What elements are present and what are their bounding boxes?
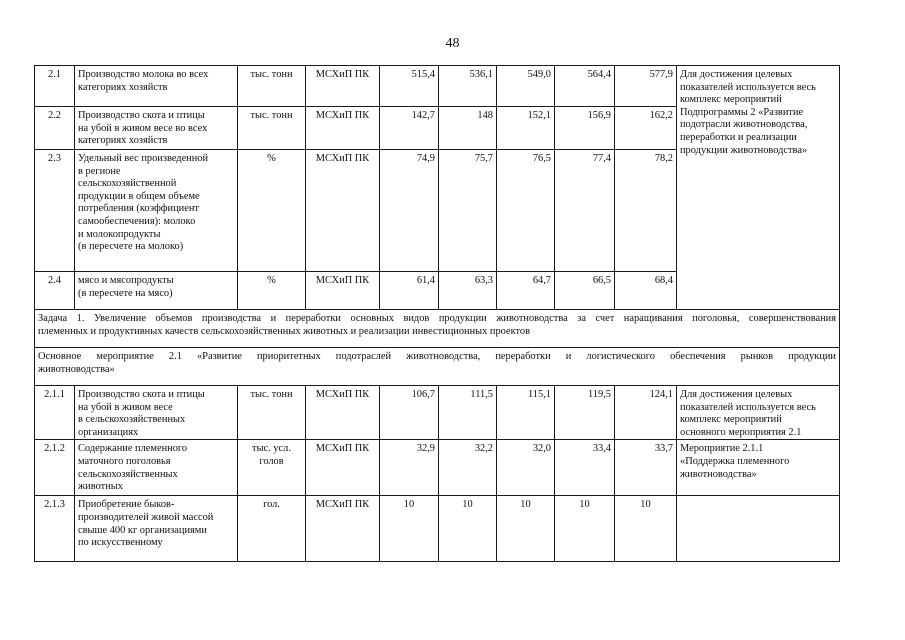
value-cell: 577,9 bbox=[615, 66, 677, 107]
text-line: подотрасли животноводства, bbox=[680, 119, 808, 131]
text-line: Производство скота и птицы bbox=[78, 110, 205, 121]
value-cell: 77,4 bbox=[555, 150, 615, 272]
value-cell: 76,5 bbox=[497, 150, 555, 272]
unit-cell bbox=[238, 272, 306, 310]
value-cell: 10 bbox=[439, 496, 497, 562]
text-line: Мероприятие 2.1.1 bbox=[680, 443, 764, 455]
row-number: 2.1 bbox=[35, 66, 75, 107]
text-line: «Поддержка племенного bbox=[680, 455, 790, 467]
unit-cell bbox=[238, 496, 306, 562]
text-line: мясо и мясопродукты bbox=[78, 275, 174, 286]
text-line: комплекс мероприятий bbox=[680, 94, 782, 106]
indicator-name bbox=[75, 386, 238, 440]
value-cell: 75,7 bbox=[439, 150, 497, 272]
text-line: тыс. тонн bbox=[250, 110, 293, 121]
text-line: тыс. тонн bbox=[250, 389, 293, 400]
text-line: Подпрограммы 2 «Развитие bbox=[680, 106, 804, 118]
value-cell: 156,9 bbox=[555, 107, 615, 150]
executor-cell: МСХиП ПК bbox=[306, 150, 380, 272]
value-cell: 10 bbox=[497, 496, 555, 562]
value-cell: 10 bbox=[555, 496, 615, 562]
row-number: 2.2 bbox=[35, 107, 75, 150]
row-number: 2.1.3 bbox=[35, 496, 75, 562]
text-line: категориях хозяйств bbox=[78, 81, 168, 93]
text-line: гол. bbox=[263, 499, 280, 511]
value-cell: 162,2 bbox=[615, 107, 677, 150]
text-line: животноводства» bbox=[38, 363, 115, 375]
text-line: продукции животноводства» bbox=[680, 144, 808, 156]
text-line: переработки и реализации bbox=[680, 131, 797, 143]
text-line: в регионе bbox=[78, 165, 121, 177]
value-cell: 32,9 bbox=[380, 440, 439, 496]
text-line: в сельскохозяйственных bbox=[78, 414, 186, 426]
indicators-table bbox=[34, 65, 840, 562]
value-cell: 124,1 bbox=[615, 386, 677, 440]
text-line: на убой в живом весе bbox=[78, 401, 173, 413]
unit-cell bbox=[238, 386, 306, 440]
text-line: комплекс мероприятий bbox=[680, 414, 782, 426]
table-row bbox=[35, 66, 840, 107]
text-line: Производство скота и птицы bbox=[78, 389, 205, 400]
value-cell: 536,1 bbox=[439, 66, 497, 107]
text-line: голов bbox=[259, 455, 284, 467]
executor-cell: МСХиП ПК bbox=[306, 272, 380, 310]
text-line: самообеспечения): молоко bbox=[78, 215, 196, 227]
indicator-name bbox=[75, 272, 238, 310]
value-cell: 10 bbox=[380, 496, 439, 562]
value-cell: 111,5 bbox=[439, 386, 497, 440]
text-line: Задача 1. Увеличение объемов производства и переработки основных видов продукции животноводства за счет наращивания поголовья, совершенствования bbox=[38, 313, 836, 324]
value-cell: 106,7 bbox=[380, 386, 439, 440]
value-cell: 32,2 bbox=[439, 440, 497, 496]
row-number: 2.4 bbox=[35, 272, 75, 310]
text-line: племенных и продуктивных качеств сельскохозяйственных животных и реализации инвестиционных проектов bbox=[38, 325, 531, 337]
text-line: (в пересчете на мясо) bbox=[78, 287, 173, 299]
text-line: животных bbox=[78, 481, 123, 493]
text-line: организациях bbox=[78, 426, 139, 438]
unit-cell bbox=[238, 66, 306, 107]
executor-cell: МСХиП ПК bbox=[306, 386, 380, 440]
value-cell: 152,1 bbox=[497, 107, 555, 150]
value-cell: 115,1 bbox=[497, 386, 555, 440]
text-line: (в пересчете на молоко) bbox=[78, 241, 184, 253]
row-number: 2.3 bbox=[35, 150, 75, 272]
unit-cell bbox=[238, 150, 306, 272]
value-cell: 549,0 bbox=[497, 66, 555, 107]
text-line: и молокопродукты bbox=[78, 228, 161, 240]
value-cell: 32,0 bbox=[497, 440, 555, 496]
text-line: сельскохозяйственных bbox=[78, 468, 178, 480]
task-row bbox=[35, 310, 840, 348]
main-event-row bbox=[35, 348, 840, 386]
text-line: животноводства» bbox=[680, 468, 757, 480]
value-cell: 78,2 bbox=[615, 150, 677, 272]
text-line: Для достижения целевых bbox=[680, 389, 793, 400]
text-line: основного мероприятия 2.1 bbox=[680, 426, 802, 438]
table-row bbox=[35, 386, 840, 440]
task-heading bbox=[35, 310, 840, 348]
table-row bbox=[35, 496, 840, 562]
value-cell: 64,7 bbox=[497, 272, 555, 310]
unit-cell bbox=[238, 107, 306, 150]
note-cell bbox=[677, 440, 840, 496]
value-cell: 33,4 bbox=[555, 440, 615, 496]
text-line: Приобретение быков- bbox=[78, 499, 175, 511]
indicator-name bbox=[75, 66, 238, 107]
executor-cell: МСХиП ПК bbox=[306, 440, 380, 496]
text-line: тыс. тонн bbox=[250, 69, 293, 80]
unit-cell bbox=[238, 440, 306, 496]
text-line: % bbox=[267, 275, 276, 286]
value-cell: 74,9 bbox=[380, 150, 439, 272]
value-cell: 33,7 bbox=[615, 440, 677, 496]
text-line: производителей живой массой bbox=[78, 511, 214, 523]
value-cell: 142,7 bbox=[380, 107, 439, 150]
text-line: по искусственному bbox=[78, 537, 163, 549]
note-cell bbox=[677, 386, 840, 440]
text-line: показателей используется весь bbox=[680, 81, 816, 93]
indicator-name bbox=[75, 150, 238, 272]
text-line: маточного поголовья bbox=[78, 455, 171, 467]
executor-cell: МСХиП ПК bbox=[306, 496, 380, 562]
value-cell: 515,4 bbox=[380, 66, 439, 107]
value-cell: 63,3 bbox=[439, 272, 497, 310]
text-line: потребления (коэффициент bbox=[78, 203, 199, 215]
executor-cell: МСХиП ПК bbox=[306, 107, 380, 150]
text-line: Основное мероприятие 2.1 «Развитие приоритетных подотраслей животноводства, переработки и логистического обеспечения рынков продукции bbox=[38, 351, 836, 362]
page-number: 48 bbox=[445, 36, 460, 51]
note-cell bbox=[677, 66, 840, 310]
executor-cell: МСХиП ПК bbox=[306, 66, 380, 107]
row-number: 2.1.1 bbox=[35, 386, 75, 440]
value-cell: 68,4 bbox=[615, 272, 677, 310]
text-line: % bbox=[267, 153, 276, 164]
main-event-heading bbox=[35, 348, 840, 386]
text-line: тыс. усл. bbox=[252, 443, 291, 455]
text-line: Производство молока во всех bbox=[78, 69, 209, 80]
table-row bbox=[35, 440, 840, 496]
value-cell: 564,4 bbox=[555, 66, 615, 107]
value-cell: 148 bbox=[439, 107, 497, 150]
text-line: сельскохозяйственной bbox=[78, 178, 177, 190]
indicator-name bbox=[75, 496, 238, 562]
indicator-name bbox=[75, 107, 238, 150]
text-line: на убой в живом весе во всех bbox=[78, 122, 208, 134]
text-line: продукции в общем объеме bbox=[78, 190, 200, 202]
value-cell: 10 bbox=[615, 496, 677, 562]
value-cell: 61,4 bbox=[380, 272, 439, 310]
text-line: Содержание племенного bbox=[78, 443, 188, 455]
indicator-name bbox=[75, 440, 238, 496]
text-line: Для достижения целевых bbox=[680, 69, 793, 80]
note-cell bbox=[677, 496, 840, 562]
text-line: Удельный вес произведенной bbox=[78, 153, 209, 164]
text-line: категориях хозяйств bbox=[78, 135, 168, 147]
text-line: свыше 400 кг организациями bbox=[78, 524, 207, 536]
value-cell: 66,5 bbox=[555, 272, 615, 310]
value-cell: 119,5 bbox=[555, 386, 615, 440]
row-number: 2.1.2 bbox=[35, 440, 75, 496]
text-line: показателей используется весь bbox=[680, 401, 816, 413]
